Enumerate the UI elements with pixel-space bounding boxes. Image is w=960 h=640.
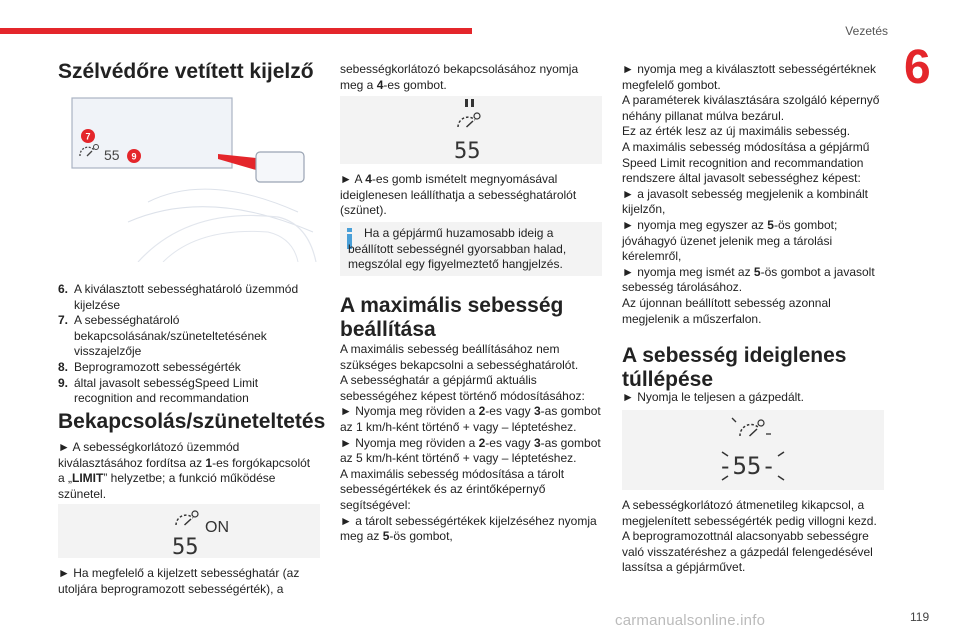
display-flash-panel xyxy=(622,410,884,490)
section-title: Vezetés xyxy=(845,24,888,38)
legend-list xyxy=(58,282,316,407)
heading-activation: Bekapcsolás/szüneteltetés xyxy=(58,410,326,433)
flash-text: A sebességkorlátozó átmenetileg kikapcsol, a megjelenített sebességérték pedig villogni kezd. A beprogramozottnál alacsonyabb sebességre való visszatéréshez a gázpedál felengedésével lassítsa a gépjárművet. xyxy=(622,498,877,575)
list-item: 6. A kiválasztott sebességhatároló üzemmód kijelzése xyxy=(58,282,299,312)
paragraph-confirm: ► Ha megfelelő a kijelzett sebességhatár (az utoljára beprogramozott sebességérték), a xyxy=(58,566,300,596)
paragraph-pause: ► A 4-es gomb ismételt megnyomásával ideiglenesen leállíthatja a sebességhatárolót (szünet). xyxy=(340,172,577,218)
heading-head-up-display: Szélvédőre vetített kijelző xyxy=(58,60,314,83)
max-speed-text: A maximális sebesség beállításához nem szükséges bekapcsolni a sebességhatárolót. A sebességhatár a gépjármű aktuális sebességéhez képest történő módosításához: ► Nyomja meg röviden a 2-es vagy 3-as gombot az 1 km/h-ként történő + vagy – léptetéshez. ► Nyomja meg röviden a 2-es vagy 3-as gombot az 5 km/h-ként történő + vagy – léptetéshez. A maximális sebesség módosítása a tárolt sebességértékek és az érintőképernyő segítségével: ► a tárolt sebességértékek kijelzéséhez nyomja meg az 5-ös gombot, xyxy=(340,342,601,544)
pause-icon xyxy=(465,99,474,107)
display-on-panel xyxy=(58,504,320,558)
svg-text:7: 7 xyxy=(85,131,91,142)
stored-speed-text: ► nyomja meg a kiválasztott sebességértéknek megfelelő gombot. A paraméterek kiválasztására szolgáló képernyő néhány pillanat múlva bezárul. Ez az érték lesz az új maximális sebesség. A maximális sebesség módosítása a gépjármű Speed Limit recognition and recommandation rendszere által javasolt sebességhez képest: ► a javasolt sebesség megjelenik a kombinált kijelzőn, ► nyomja meg egyszer az 5-ös gombot; jóváhagyó üzenet jelenik meg a tárolási kérelemről, ► nyomja meg ismét az 5-ös gombot a javasolt sebesség tárolásához. Az újonnan beállított sebesség azonnal megjelenik a műszerfalon. xyxy=(622,62,880,326)
heading-max-speed: A maximális sebesség beállítása xyxy=(340,294,564,341)
svg-text:-55-: -55- xyxy=(718,452,776,480)
display-pause-panel xyxy=(340,96,602,164)
watermark: carmanualsonline.info xyxy=(615,612,766,629)
chapter-number: 6 xyxy=(904,41,931,94)
speedometer-icon xyxy=(458,113,480,127)
list-item: 8. Beprogramozott sebességérték xyxy=(58,359,241,374)
heading-temporary-exceed: A sebesség ideiglenes túllépése xyxy=(622,344,847,391)
svg-text:9: 9 xyxy=(131,151,137,162)
list-item: 9. által javasolt sebességSpeed Limit recognition and recommandation xyxy=(58,375,259,406)
paragraph-activate: sebességkorlátozó bekapcsolásához nyomja meg a 4-es gombot. xyxy=(340,62,579,92)
head-up-display-illustration xyxy=(68,92,318,262)
list-item: 7. A sebességhatároló bekapcsolásának/szüneteltetésének visszajelzője xyxy=(58,313,267,359)
speedometer-flash-icon xyxy=(732,418,771,436)
paragraph-accelerator: ► Nyomja le teljesen a gázpedált. xyxy=(622,390,804,404)
info-box: Ha a gépjármű huzamosabb ideig a beállított sebességnél gyorsabban halad, megszólal egy figyelmeztető hangjelzés. xyxy=(340,222,602,276)
paragraph-activation: ► A sebességkorlátozó üzemmód kiválasztásához fordítsa az 1-es forgókapcsolót a „LIMIT” helyzetbe; a funkció működése szünetel. xyxy=(58,440,311,501)
page-number: 119 xyxy=(910,610,930,624)
chapter-bar xyxy=(0,28,472,34)
svg-text:55: 55 xyxy=(172,535,199,558)
speedometer-icon xyxy=(176,511,198,525)
hud-speed-value: 55 xyxy=(104,147,120,163)
svg-text:ON: ON xyxy=(205,519,229,536)
svg-text:55: 55 xyxy=(454,139,481,164)
